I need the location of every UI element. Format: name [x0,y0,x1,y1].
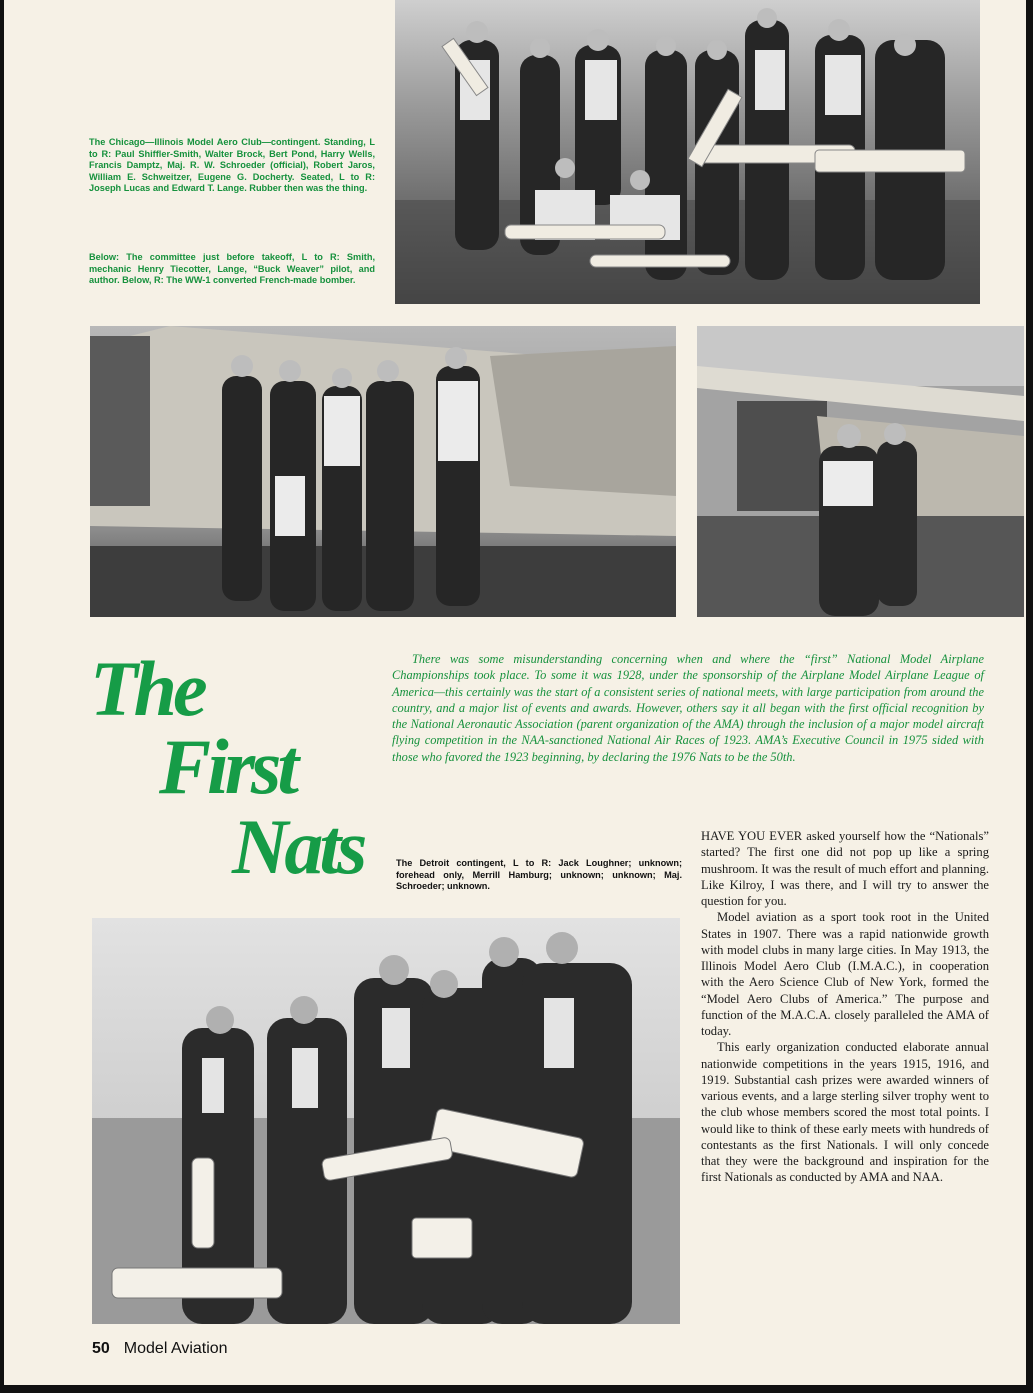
body-paragraph: Model aviation as a sport took root in the United States in 1907. There was a rapid nationwide growth with model clubs in many large cities. In May 1913, the Illinois Model Aero Club (I.M.A.C.), in cooperation with the Aero Science Club of New York, formed the “Model Aero Clubs of America.” The purpose and function of the M.A.C.A. closely paralleled the AMA of today. [701,910,989,1038]
body-paragraph: This early organization conducted elaborate annual nationwide competitions in the years 1915, 1916, and 1919. Substantial cash prizes were awarded winners of various events, and a large sterling silver trophy went to the club whose members scored the most total points. I would like to think of these early meets with hundreds of contestants as the first Nationals. I will only concede that they were the background and inspiration for the first Nationals as conducted by AMA and NAA. [701,1040,989,1185]
magazine-name: Model Aviation [123,1340,228,1357]
body-paragraph: HAVE YOU EVER asked yourself how the “Nationals” started? The first one did not pop up like a spring mushroom. It was the result of much effort and planning. Like Kilroy, I was there, and I will try to answer the question for you. [701,829,989,908]
intro-deck: There was some misunderstanding concerning when and where the “first” National Model Airplane Championships took place. To some it was 1928, under the sponsorship of the Airplane Model Airplane League of America—this certainly was the start of a consistent series of national meets, with large participation from around the country, and a major list of events and awards. However, others say it all began with the first official recognition by the National Aeronautic Association (parent organization of the AMA) through the inclusion of a major model aircraft flying competition in the NAA-sanctioned National Air Races of 1923. AMA’s Executive Council in 1975 sided with those who favored the 1923 beginning, by declaring the 1976 Nats to be the 50th. [392,652,984,764]
caption-detroit: The Detroit contingent, L to R: Jack Loughner; unknown; forehead only, Merrill Hamburg; unknown; unknown; Maj. Schroeder; unknown. [396,858,682,892]
photo-ww1-bomber [697,326,1024,617]
title-first: First [159,723,296,810]
title-nats: Nats [232,803,364,890]
photo-detroit-contingent [92,918,680,1324]
page-number: 50 [92,1340,110,1357]
magazine-page [4,0,1026,1385]
photo-committee-aircraft [90,326,676,617]
photo-chicago-club [395,0,980,304]
caption-committee: Below: The committee just before takeoff, L to R: Smith, mechanic Henry Tiecotter, Lange, “Buck Weaver” pilot, and author. Below, R: The WW-1 converted French-made bomber. [89,252,375,286]
page-footer [92,1340,228,1358]
caption-chicago-club: The Chicago—Illinois Model Aero Club—contingent. Standing, L to R: Paul Shiffler-Smith, Walter Brock, Bert Pond, Harry Wells, Francis Damptz, Maj. R. W. Schroeder (official), Robert Jaros, William E. Schweitzer, Eugene G. Docherty. Seated, L to R: Joseph Lucas and Edward T. Lange. Rubber then was the thing. [89,137,375,194]
title-the: The [90,645,204,732]
article-body [701,828,989,1186]
